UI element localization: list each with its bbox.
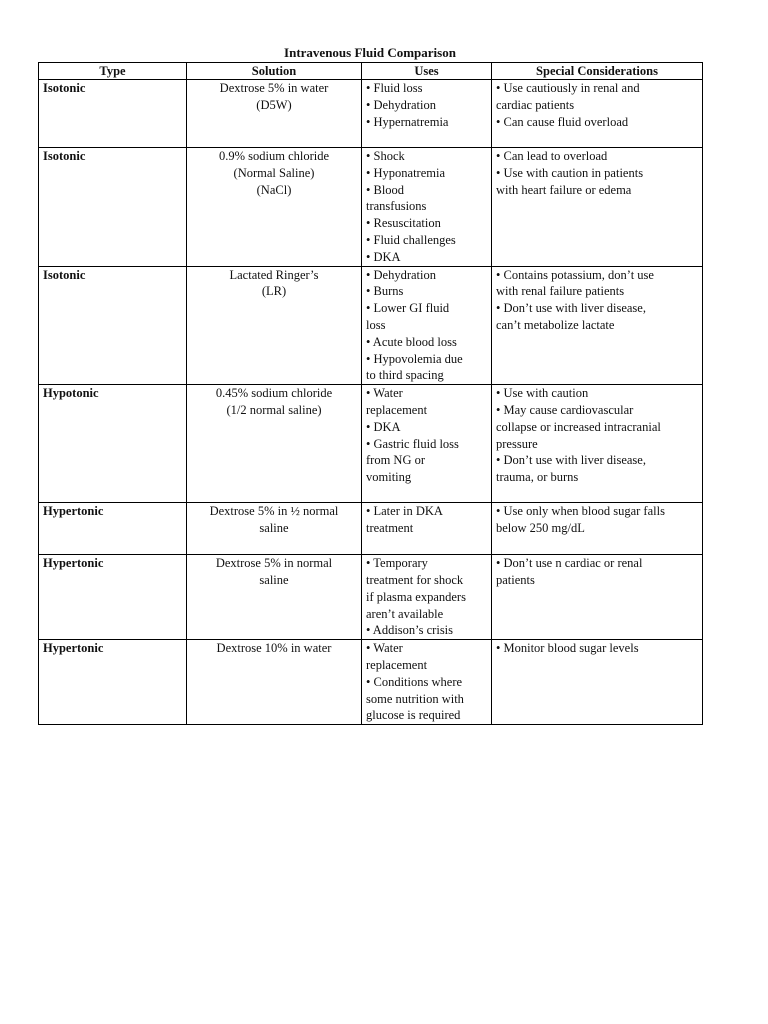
cell-type: Hypotonic xyxy=(39,385,187,503)
cell-solution xyxy=(187,503,362,555)
header-row xyxy=(39,63,703,80)
cell-special-considerations xyxy=(492,148,703,267)
cell-uses xyxy=(362,148,492,267)
cell-line: can’t metabolize lactate xyxy=(496,317,615,332)
cell-uses xyxy=(362,385,492,503)
cell-line: pressure xyxy=(496,436,538,451)
cell-line: saline xyxy=(259,520,289,535)
cell-line: Dextrose 5% in normal xyxy=(215,556,333,571)
cell-line: • Use with caution in patients xyxy=(496,165,644,180)
cell-special-considerations xyxy=(492,80,703,148)
cell-line: glucose is required xyxy=(366,708,461,723)
cell-line: replacement xyxy=(366,657,428,672)
cell-special-considerations xyxy=(492,503,703,555)
cell-line: (NaCl) xyxy=(256,182,292,197)
cell-line: • Burns xyxy=(366,284,404,299)
cell-type: Hypertonic xyxy=(39,555,187,640)
cell-line: vomiting xyxy=(366,470,412,485)
cell-uses xyxy=(362,503,492,555)
table-row xyxy=(39,555,703,640)
cell-line: (LR) xyxy=(261,284,287,299)
header-solution: Solution xyxy=(187,63,362,80)
header-special-considerations: Special Considerations xyxy=(492,63,703,80)
cell-line: replacement xyxy=(366,402,428,417)
cell-solution xyxy=(187,148,362,267)
cell-line: • Conditions where xyxy=(366,674,463,689)
cell-line: • Hypernatremia xyxy=(366,114,449,129)
cell-line: from NG or xyxy=(366,453,426,468)
cell-uses xyxy=(362,266,492,385)
cell-line: • Shock xyxy=(366,149,405,163)
cell-line: • Don’t use n cardiac or renal xyxy=(496,556,643,571)
cell-line: • Addison’s crisis xyxy=(366,623,454,638)
table-row xyxy=(39,266,703,385)
cell-line: Dextrose 5% in water xyxy=(219,81,329,95)
cell-line: with heart failure or edema xyxy=(496,182,632,197)
cell-line: patients xyxy=(496,572,535,587)
table-body xyxy=(39,80,703,725)
cell-line: • Contains potassium, don’t use xyxy=(496,267,654,282)
cell-line: Dextrose 5% in ½ normal xyxy=(209,504,339,519)
cell-line: cardiac patients xyxy=(496,97,575,112)
cell-solution xyxy=(187,555,362,640)
cell-line: • Water xyxy=(366,641,403,656)
header-type: Type xyxy=(39,63,187,80)
cell-line: • Temporary xyxy=(366,556,428,571)
cell-line: • Fluid challenges xyxy=(366,232,456,247)
cell-solution xyxy=(187,640,362,725)
cell-line: • Don’t use with liver disease, xyxy=(496,453,646,468)
cell-type: Isotonic xyxy=(39,80,187,148)
cell-line: • Use with caution xyxy=(496,386,589,401)
cell-special-considerations xyxy=(492,555,703,640)
cell-line: 0.45% sodium chloride xyxy=(215,386,333,401)
cell-line: Dextrose 10% in water xyxy=(216,641,332,656)
cell-line: to third spacing xyxy=(366,368,444,383)
cell-line: • Hyponatremia xyxy=(366,165,446,180)
cell-line: • Blood xyxy=(366,182,405,197)
cell-uses xyxy=(362,640,492,725)
cell-line: 0.9% sodium chloride xyxy=(218,149,330,163)
header-uses: Uses xyxy=(362,63,492,80)
cell-line: • Later in DKA xyxy=(366,504,443,519)
cell-line: with renal failure patients xyxy=(496,284,625,299)
cell-type: Isotonic xyxy=(39,148,187,267)
cell-uses xyxy=(362,80,492,148)
cell-line: • Acute blood loss xyxy=(366,334,457,349)
cell-line: aren’t available xyxy=(366,606,444,621)
document-page xyxy=(38,44,702,725)
cell-line: • Hypovolemia due xyxy=(366,351,463,366)
table-row xyxy=(39,503,703,555)
iv-fluid-table xyxy=(38,62,703,725)
cell-line: • Gastric fluid loss xyxy=(366,436,459,451)
table-header xyxy=(39,63,703,80)
cell-uses xyxy=(362,555,492,640)
cell-line: (Normal Saline) xyxy=(233,165,315,180)
cell-line: treatment xyxy=(366,520,414,535)
cell-line: • Can lead to overload xyxy=(496,149,608,163)
cell-line: transfusions xyxy=(366,199,427,214)
table-row xyxy=(39,80,703,148)
table-row xyxy=(39,640,703,725)
cell-line: • DKA xyxy=(366,249,401,264)
cell-type: Hypertonic xyxy=(39,640,187,725)
cell-line: if plasma expanders xyxy=(366,589,466,604)
cell-line: trauma, or burns xyxy=(496,470,579,485)
cell-line: • Dehydration xyxy=(366,267,436,282)
cell-line: loss xyxy=(366,317,386,332)
cell-special-considerations xyxy=(492,385,703,503)
cell-line: • Don’t use with liver disease, xyxy=(496,301,646,316)
cell-solution xyxy=(187,385,362,503)
cell-line: • Use only when blood sugar falls xyxy=(496,504,665,519)
cell-line: (1/2 normal saline) xyxy=(226,402,322,417)
cell-line: some nutrition with xyxy=(366,691,464,706)
cell-solution xyxy=(187,266,362,385)
cell-line: • Can cause fluid overload xyxy=(496,114,629,129)
cell-line: saline xyxy=(259,572,289,587)
cell-type: Hypertonic xyxy=(39,503,187,555)
cell-line: • Resuscitation xyxy=(366,216,441,231)
cell-solution xyxy=(187,80,362,148)
cell-line: below 250 mg/dL xyxy=(496,520,585,535)
document-title: Intravenous Fluid Comparison xyxy=(284,45,456,60)
cell-special-considerations xyxy=(492,640,703,725)
cell-line: • Use cautiously in renal and xyxy=(496,81,640,95)
table-row xyxy=(39,385,703,503)
cell-line: • Fluid loss xyxy=(366,81,423,95)
cell-line: • DKA xyxy=(366,419,401,434)
cell-line: • Water xyxy=(366,386,403,401)
cell-line: Lactated Ringer’s xyxy=(229,267,319,282)
cell-line: (D5W) xyxy=(256,97,292,112)
cell-line: collapse or increased intracranial xyxy=(496,419,661,434)
cell-type: Isotonic xyxy=(39,266,187,385)
cell-line: • Dehydration xyxy=(366,97,436,112)
table-row xyxy=(39,148,703,267)
cell-line: treatment for shock xyxy=(366,572,464,587)
cell-line: • May cause cardiovascular xyxy=(496,402,634,417)
cell-line: • Monitor blood sugar levels xyxy=(496,641,639,656)
cell-special-considerations xyxy=(492,266,703,385)
cell-line: • Lower GI fluid xyxy=(366,301,450,316)
